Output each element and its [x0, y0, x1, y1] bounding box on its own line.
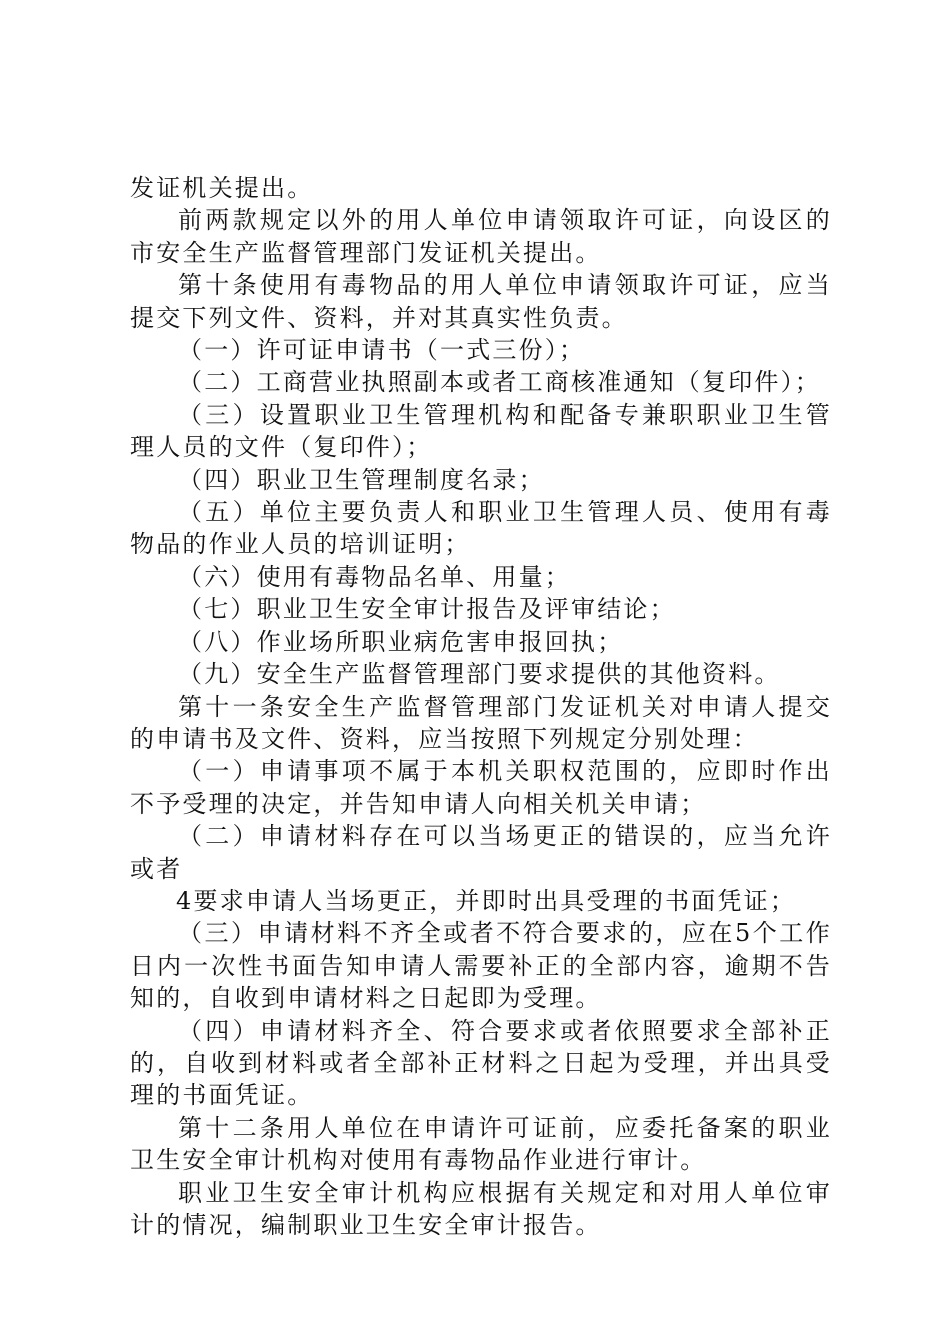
list-item: （一）许可证申请书（一式三份）；	[178, 336, 586, 365]
list-item: （二）申请材料存在可以当场更正的错误的，应当允许或者	[130, 822, 832, 883]
list-item: （九）安全生产监督管理部门要求提供的其他资料。	[178, 660, 781, 689]
list-item: （四）职业卫生管理制度名录；	[178, 465, 545, 494]
list-item: （六）使用有毒物品名单、用量；	[178, 562, 571, 591]
paragraph: 发证机关提出。	[130, 174, 314, 202]
document-body	[130, 172, 832, 1241]
list-item: （三）设置职业卫生管理机构和配备专兼职职业卫生管理人员的文件（复印件）；	[130, 400, 832, 462]
paragraph: 第十条使用有毒物品的用人单位申请领取许可证，应当提交下列文件、资料，并对其真实性负责。	[130, 271, 832, 332]
list-item: （三）申请材料不齐全或者不符合要求的，应在5个工作日内一次性书面告知申请人需要补正的全部内容，逾期不告知的，自收到申请材料之日起即为受理。	[130, 919, 832, 1013]
list-item: （八）作业场所职业病危害申报回执；	[178, 627, 624, 656]
paragraph-continuation: 4要求申请人当场更正，并即时出具受理的书面凭证；	[176, 886, 797, 915]
list-item: （五）单位主要负责人和职业卫生管理人员、使用有毒物品的作业人员的培训证明；	[130, 498, 832, 559]
paragraph: 前两款规定以外的用人单位申请领取许可证，向设区的市安全生产监督管理部门发证机关提出。	[130, 206, 832, 267]
list-item: （一）申请事项不属于本机关职权范围的，应即时作出不予受理的决定，并告知申请人向相关机关申请；	[130, 757, 832, 818]
list-item: （二）工商营业执照副本或者工商核准通知（复印件）；	[178, 368, 821, 397]
list-item: （四）申请材料齐全、符合要求或者依照要求全部补正的，自收到材料或者全部补正材料之日起为受理，并出具受理的书面凭证。	[130, 1016, 832, 1110]
paragraph: 第十一条安全生产监督管理部门发证机关对申请人提交的申请书及文件、资料，应当按照下列规定分别处理：	[130, 692, 832, 753]
paragraph: 第十二条用人单位在申请许可证前，应委托备案的职业卫生安全审计机构对使用有毒物品作业进行审计。	[130, 1113, 832, 1175]
paragraph: 职业卫生安全审计机构应根据有关规定和对用人单位审计的情况，编制职业卫生安全审计报告。	[130, 1178, 832, 1239]
list-item: （七）职业卫生安全审计报告及评审结论；	[178, 595, 676, 624]
